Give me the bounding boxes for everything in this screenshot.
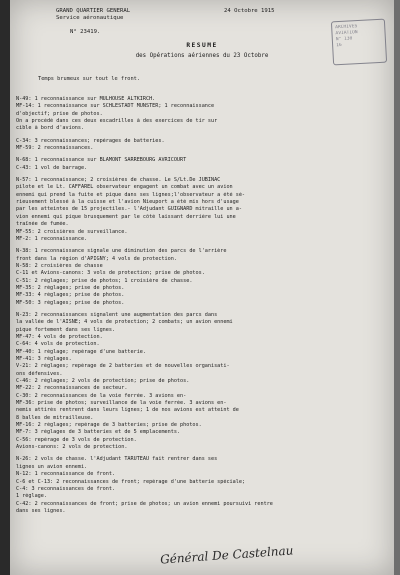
report-line: MF-47: 4 vols de protection. xyxy=(16,333,103,340)
report-line: 1 réglage. xyxy=(16,493,47,500)
report-line: C-51: 2 réglages; prise de photos; 1 croisière de chasse. xyxy=(16,277,193,284)
hq-line-2: Service aéronautique xyxy=(56,15,124,21)
report-line: N-12: 1 reconnaissance de front. xyxy=(16,471,116,478)
report-line: rieusement blessé à la cuisse et l'avion Nieuport a été mis hors d'usage xyxy=(16,199,239,206)
weather-line: Temps brumeux sur tout le front. xyxy=(38,76,141,82)
report-line: MF-35: 2 réglages; prise de photos. xyxy=(16,284,125,291)
report-line: MF-50: 3 réglages; prise de photos. xyxy=(16,299,125,306)
report-line: MF-2: 1 reconnaissance. xyxy=(16,235,88,242)
report-line: la vallée de l'AISNE; 4 vols de protection; 2 combats; un avion ennemi xyxy=(16,319,233,326)
report-line: MF-7: 3 réglages de 3 batteries et de 5 emplacements. xyxy=(16,429,181,436)
report-line: traînée de fumée. xyxy=(16,221,69,228)
report-line: MF-55: 2 croisières de surveillance. xyxy=(16,228,128,235)
report-line: C-6 et C-13: 2 reconnaissances de front; repérage d'une batterie spéciale; xyxy=(16,478,246,485)
report-line: N-49: 1 reconnaissance sur MULHOUSE ALTKIRCH. xyxy=(16,96,156,102)
report-line: C-4: 3 reconnaissances de front. xyxy=(16,485,116,492)
report-line: MF-33: 4 réglages; prise de photos. xyxy=(16,292,125,299)
report-line: MF-22: 2 reconnaissances de secteur. xyxy=(16,385,128,392)
report-line: vion ennemi qui pique brusquement par le côté laissant derrière lui une xyxy=(16,213,236,220)
document-date: 24 Octobre 1915 xyxy=(224,8,275,14)
report-line: d'objectif; prise de photos. xyxy=(16,110,103,117)
report-line: 8 balles de mitrailleuse. xyxy=(16,414,94,421)
report-line: front dans la région d'APIGNY; 4 vols de protection. xyxy=(16,255,177,262)
report-line: dans ses lignes. xyxy=(16,507,66,514)
report-line: par les atteintes de 15 projectiles.- l'Adjudant GUIGNARD mitraille un a- xyxy=(16,206,242,213)
report-line: Avions-canons: 2 vols de protection. xyxy=(16,444,128,451)
report-line: C-64: 4 vols de protection. xyxy=(16,341,100,348)
scan-right-edge xyxy=(394,0,400,575)
report-line: ons défensives. xyxy=(16,370,63,377)
report-line: C-56: repérage de 3 vols de protection. xyxy=(16,436,137,443)
report-line: lignes un avion ennemi. xyxy=(16,463,88,470)
report-line: MF-16: 2 réglages; repérage de 3 batteries; prise de photos. xyxy=(16,422,202,429)
report-line: N-38: 1 reconnaissance signale une diminution des parcs de l'arrière xyxy=(16,248,227,255)
report-line: MF-40: 1 réglage; repérage d'une batterie. xyxy=(16,348,146,355)
report-line: MF-36: prise de photos; surveillance de la voie ferrée. 3 avions en- xyxy=(16,400,227,407)
document-number: N° 23419. xyxy=(70,29,101,35)
report-line: pilote et le Lt. CAFFAREL observateur engagent un combat avec un avion xyxy=(16,184,233,191)
archive-stamp: ARCHIVES AVIATION N° 130 16 xyxy=(331,19,387,66)
report-line: N-23: 2 reconnaissances signalent une augmentation des parcs dans xyxy=(16,311,218,318)
report-line: N-26: 2 vols de chasse. l'Adjudant TARUTEAU fait rentrer dans ses xyxy=(16,456,218,463)
report-line: C-43: 1 vol de barrage. xyxy=(16,164,88,171)
document-subtitle: des Opérations aériennes du 23 Octobre xyxy=(135,53,269,59)
report-line: C-46: 2 réglages; 2 vols de protection; prise de photos. xyxy=(16,378,190,385)
scan-left-edge xyxy=(0,0,10,575)
report-line: C-34: 3 reconnaissances; repérages de batteries. xyxy=(16,137,165,144)
hq-line-1: GRAND QUARTIER GENERAL xyxy=(56,8,131,14)
report-line: cible à bord d'avions. xyxy=(16,125,85,132)
report-line: On a procédé dans ces deux escadrilles à des exercices de tir sur xyxy=(16,118,218,125)
report-line: C-42: 2 reconnaissances de front; prise de photos; un avion ennemi poursuivi rentre xyxy=(16,500,273,507)
report-line: MF-41: 3 réglages. xyxy=(16,356,72,362)
report-line: MF-59: 2 reconnaissances. xyxy=(16,145,94,152)
report-line: N-68: 1 reconnaissance sur BLAMONT SARREBOURG AVRICOURT xyxy=(16,157,187,164)
report-line: C-11 et Avions-canons: 3 vols de protection; prise de photos. xyxy=(16,270,205,277)
report-line: ennemi qui prend la fuite et pique dans ses lignes;l'observateur a été sé- xyxy=(16,191,246,198)
report-line: N-57: 1 reconnaissance; 2 croisières de chasse. Le S/Lt.De JUBINAC xyxy=(16,177,221,184)
report-line: V-21: 2 réglages; repérage de 2 batteries et de nouvelles organisati- xyxy=(16,363,230,370)
report-body xyxy=(16,96,390,515)
report-line: pique fortement dans ses lignes. xyxy=(16,326,116,333)
report-line: MF-14: 1 reconnaissance sur SCHLESTADT MUNSTER; 1 reconnaissance xyxy=(16,103,215,110)
report-line: N-58: 2 croisières de chasse xyxy=(16,262,103,269)
report-line: C-30: 2 reconnaissances de la voie ferrée. 3 avions en- xyxy=(16,392,187,399)
document-title: RESUME xyxy=(186,42,218,49)
document-page xyxy=(10,0,394,575)
signature: Général De Castelnau xyxy=(159,543,294,567)
report-line: nemis attirés rentrent dans leurs lignes; 1 de nos avions est atteint de xyxy=(16,407,239,414)
